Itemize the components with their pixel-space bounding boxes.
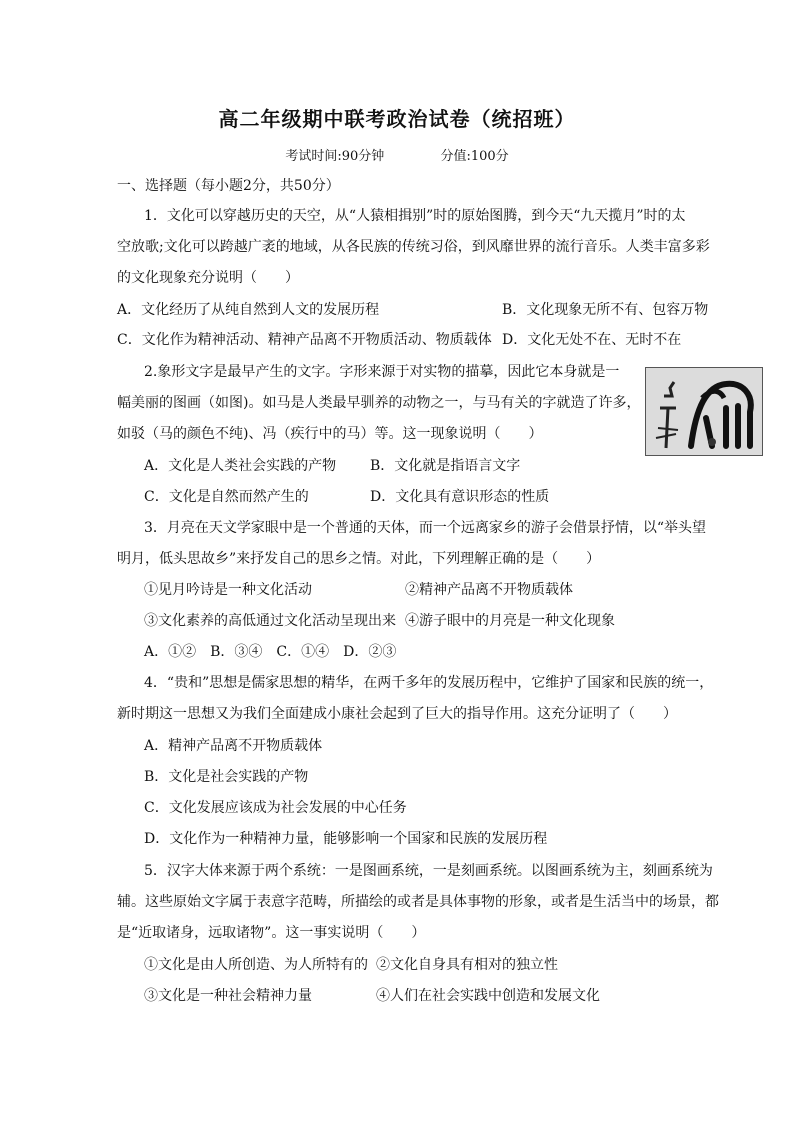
q1-line-1: 1．文化可以穿越历史的天空，从“人猿相揖别”时的原始图腾，到今天“九天揽月”时的太 — [144, 208, 686, 224]
section-heading: 一、选择题（每小题2分，共50分） — [117, 178, 340, 194]
q2-option-b: B．文化就是指语言文字 — [370, 458, 521, 474]
q1-option-a: A．文化经历了从纯自然到人文的发展历程 — [117, 302, 380, 318]
q5-statement-1: ①文化是由人所创造、为人所特有的 — [144, 957, 368, 973]
q1-line-3: 的文化现象充分说明（ ） — [117, 270, 299, 286]
q3-statement-2: ②精神产品离不开物质载体 — [405, 582, 573, 598]
q4-line-2: 新时期这一思想又为我们全面建成小康社会起到了巨大的指导作用。这充分证明了（ ） — [117, 706, 677, 722]
q2-line-1: 2.象形文字是最早产生的文字。字形来源于对实物的描摹，因此它本身就是一 — [144, 364, 620, 380]
q2-option-a: A．文化是人类社会实践的产物 — [144, 458, 337, 474]
q1-line-2: 空放歌;文化可以跨越广袤的地域，从各民族的传统习俗，到风靡世界的流行音乐。人类丰富多彩 — [117, 239, 710, 255]
q3-choices: A．①② B．③④ C．①④ D．②③ — [144, 644, 397, 660]
q2-line-2: 幅美丽的图画（如图)。如马是人类最早驯养的动物之一，与马有关的字就造了许多， — [117, 395, 641, 411]
q5-line-3: 是“近取诸身，远取诸物”。这一事实说明（ ） — [117, 925, 426, 941]
q3-statement-4: ④游子眼中的月亮是一种文化现象 — [405, 613, 615, 629]
exam-time: 考试时间:90分钟 — [285, 149, 385, 164]
q4-option-c: C．文化发展应该成为社会发展的中心任务 — [144, 800, 407, 816]
q4-option-a: A．精神产品离不开物质载体 — [144, 738, 323, 754]
q5-statement-4: ④人们在社会实践中创造和发展文化 — [376, 988, 600, 1004]
pictograph-horse-image — [645, 367, 763, 456]
pictograph-horse-icon — [646, 368, 762, 455]
q3-statement-3: ③文化素养的高低通过文化活动呈现出来 — [144, 613, 396, 629]
exam-score: 分值:100分 — [440, 149, 509, 164]
q1-option-b: B．文化现象无所不有、包容万物 — [502, 302, 709, 318]
q5-line-1: 5．汉字大体来源于两个系统：一是图画系统，一是刻画系统。以图画系统为主，刻画系统为 — [144, 863, 713, 879]
q5-line-2: 辅。这些原始文字属于表意字范畴，所描绘的或者是具体事物的形象，或者是生活当中的场景，都 — [117, 894, 719, 910]
q5-statement-2: ②文化自身具有相对的独立性 — [376, 957, 558, 973]
q2-line-3: 如驳（马的颜色不纯)、冯（疾行中的马）等。这一现象说明（ ） — [117, 426, 543, 442]
q4-option-b: B．文化是社会实践的产物 — [144, 769, 309, 785]
q4-line-1: 4．“贵和”思想是儒家思想的精华，在两千多年的发展历程中，它维护了国家和民族的统一， — [144, 675, 714, 691]
q3-statement-1: ①见月吟诗是一种文化活动 — [144, 582, 312, 598]
q3-line-2: 明月，低头思故乡”来抒发自己的思乡之情。对此，下列理解正确的是（ ） — [117, 551, 601, 567]
q4-option-d: D．文化作为一种精神力量，能够影响一个国家和民族的发展历程 — [144, 831, 548, 847]
exam-meta — [0, 145, 794, 164]
q1-option-c: C．文化作为精神活动、精神产品离不开物质活动、物质载体 — [117, 332, 492, 348]
q2-option-d: D．文化具有意识形态的性质 — [370, 489, 550, 505]
q5-statement-3: ③文化是一种社会精神力量 — [144, 988, 312, 1004]
q2-option-c: C．文化是自然而然产生的 — [144, 489, 309, 505]
page-title: 高二年级期中联考政治试卷（统招班） — [218, 107, 576, 131]
q1-option-d: D．文化无处不在、无时不在 — [502, 332, 682, 348]
q3-line-1: 3．月亮在天文学家眼中是一个普通的天体，而一个远离家乡的游子会借景抒情，以“举头望 — [144, 520, 707, 536]
